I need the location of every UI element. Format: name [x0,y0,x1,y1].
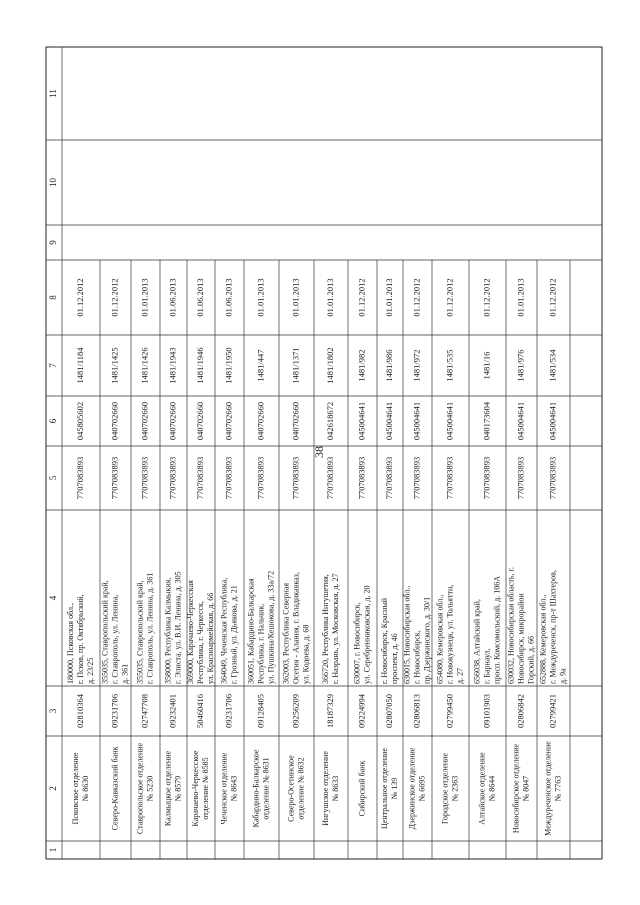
branch-name [71,752,90,824]
okpo-code [139,694,149,728]
inn-line: 7707083893 [324,456,335,500]
registration-number-line: 1481/1426 [139,347,150,384]
column-number: 1 [48,847,59,853]
effective-date [290,278,300,316]
effective-date [515,278,525,316]
registration-number-line: 1481/982 [356,349,367,382]
branch-name [357,761,366,817]
inn [109,457,119,500]
okpo-code-line: 02806842 [515,694,526,728]
inn [444,457,454,500]
registration-number-line: 1481/1802 [324,347,335,384]
bik-line: 040702660 [139,401,150,441]
effective-date [356,278,366,316]
branch-name-line: отделение № 8632 [296,757,306,820]
bik-line: 042618672 [324,401,335,441]
address [321,574,340,684]
table-row [321,278,340,826]
address-line: ул. Кодоева, д. 68 [301,624,311,684]
effective-date [75,278,85,316]
effective-date-line: 01.01.2013 [139,278,150,317]
address [66,594,95,684]
address [472,576,501,684]
bik [290,402,300,440]
registration-number-line: 1481/1371 [290,347,301,384]
inn [223,457,233,500]
registration-number [356,349,366,381]
branch-name-line: Кабардино-Балкарское [251,749,261,828]
inn-line: 7707083893 [255,456,266,500]
branch-name [163,750,182,826]
okpo-code [195,694,205,728]
address-line: 366720, Республика Ингушетия, [320,574,330,684]
branch-name-line: № 8630 [80,775,90,802]
okpo-code-line: 02747708 [139,694,150,728]
inn [167,457,177,500]
branch-name-line: Чеченское отделение [219,752,229,825]
effective-date [384,278,394,316]
registration-number-line: 1481/1425 [109,347,120,384]
effective-date-line: 01.01.2013 [255,278,266,317]
registration-number-line: 1481/972 [411,349,422,382]
bik-line: 040702660 [167,401,178,441]
inn [139,457,149,500]
bik-line: 045004641 [515,401,526,441]
address-line: г. Грозный, ул. Дьякова, д. 21 [229,585,239,684]
okpo-code-line: 09232401 [167,694,178,728]
address [506,567,535,684]
table-row [163,278,182,826]
table-row [472,278,501,824]
bik [167,402,177,440]
registration-number [167,347,177,383]
address [281,572,310,684]
branch-name-line: Калмыцкое отделение [163,750,173,827]
bik-line: 040173604 [481,401,492,441]
column-number-row [48,89,58,852]
branch-name-line: № 8579 [173,775,183,802]
inn-line: 7707083893 [356,456,367,500]
bik-line: 045004641 [383,401,394,441]
branch-name-line: Алтайское отделение [477,752,487,825]
table-row [435,278,464,824]
address-line: Республика, г. Черкесск, [195,601,205,684]
effective-date [444,278,454,316]
effective-date [167,278,177,316]
address-line: Осетия - Алания, г. Владикавказ, [291,572,301,684]
address-line: 630032, Новосибирская область, г. [506,567,516,684]
bik [444,402,454,440]
registration-number [411,349,421,381]
okpo-code-line: 09101903 [481,694,492,728]
effective-date-line: 01.06.2013 [223,278,234,317]
branch-name-line: № 8047 [521,775,531,802]
branch-name [477,752,496,825]
okpo-code-line: 02807050 [383,694,394,728]
registration-number-line: 1481/986 [383,349,394,382]
registration-number [384,349,394,381]
branch-name-line: Ставропольское отделение [135,742,145,835]
branch-name-line: Сибирский банк [357,760,367,817]
effective-date-line: 01.12.2012 [109,278,120,317]
address [380,597,399,684]
branch-name [110,747,119,831]
bik-line: 045004641 [547,401,558,441]
bik [223,402,233,440]
branch-name-line: Карачаево-Черкесское [190,750,200,827]
registration-number [444,349,454,381]
branch-name-line: № 8644 [487,775,497,802]
inn-line: 7707083893 [383,456,394,500]
okpo-code-line: 02806813 [411,694,422,728]
address-line: Новосибирск, микрорайон [516,593,526,684]
bik [139,402,149,440]
okpo-code-line: 50460416 [194,694,205,728]
inn-line: 7707083893 [74,456,85,500]
bik-line: 045004641 [411,401,422,441]
address-line: г. Междуреченск, пр-т Шахтеров, [548,570,558,684]
effective-date [109,278,119,316]
branch-name-line: Ингушское отделение [320,751,330,826]
inn-line: 7707083893 [411,456,422,500]
registration-number-line: 1481/16 [481,351,492,380]
okpo-code [223,694,233,728]
effective-date-line: 01.12.2012 [74,278,85,317]
table-row [402,278,431,829]
branch-name [286,755,305,822]
address [538,570,567,684]
address-line: 652888, Кемеровская обл., [538,594,548,684]
inn-line: 7707083893 [109,456,120,500]
address-line: 630015, Новосибирская обл., [402,585,412,684]
inn-line: 7707083893 [444,456,455,500]
okpo-code [290,694,300,728]
column-number: 9 [48,240,59,245]
table-row [538,278,567,835]
branch-name-line: № 2363 [450,775,460,802]
inn-line: 7707083893 [223,456,234,500]
effective-date [195,278,205,316]
bik [195,402,205,440]
bik-line: 045004641 [444,401,455,441]
registration-number [481,352,491,380]
bik [75,402,85,440]
table-row [219,278,238,824]
effective-date [481,278,491,316]
bik-line: 040702660 [194,401,205,441]
branch-name-line: Центральное отделение [379,748,389,829]
effective-date [255,278,265,316]
effective-date-line: 01.01.2013 [290,278,301,317]
address [186,580,215,684]
address-line: г. Псков, пр. Октябрьский, [75,594,85,684]
inn-line: 7707083893 [167,456,178,500]
registration-number-line: 1481/976 [515,349,526,382]
branch-name-line: № 7763 [553,775,563,802]
column-number: 2 [48,786,59,791]
okpo-code-line: 09128405 [255,694,266,728]
registration-number [195,347,205,383]
branch-name [407,747,426,829]
address-line: 364049, Чеченская Республика, [219,577,229,684]
registration-number-line: 1481/1946 [194,347,205,384]
branch-name [440,753,459,824]
registration-number-line: 1481/534 [547,349,558,382]
bik-line: 040702660 [290,401,301,441]
inn [290,457,300,500]
inn [547,457,557,500]
effective-date [411,278,421,316]
address-line: г. Новосибирск, [412,630,422,684]
branch-name [251,749,270,827]
address-line: 355035, Ставропольский край, [135,580,145,684]
page-number: 38 [311,446,326,458]
table-row [246,278,275,827]
table-row [281,278,310,821]
bik-line: 045004641 [356,401,367,441]
address-line: 630007, г. Новосибирск, [352,602,362,684]
okpo-code [325,694,335,728]
registration-number [223,347,233,383]
branch-name-line: отделение № 8585 [200,757,210,820]
branch-name-line: Междуреченское отделение [543,741,553,836]
branch-name-line: Псковское отделение [70,752,80,825]
branch-name-line: Дзержинское отделение [407,747,417,830]
address [402,586,431,684]
address-line: 360051, Кабардино-Балкарская [246,578,256,684]
okpo-code-line: 02799421 [547,694,558,728]
address-line: 355035, Ставропольский край, [100,580,110,684]
okpo-code-line: 09231706 [223,694,234,728]
address [435,585,464,684]
okpo-code-line: 09256209 [290,694,301,728]
address-line: проспект, д. 46 [389,633,399,684]
address [246,571,275,684]
okpo-code [481,694,491,728]
bik [255,402,265,440]
column-number: 4 [48,595,59,601]
table-row [186,278,215,826]
address-line: пр. Дзержинского, д. 30/1 [422,596,432,684]
column-number: 8 [48,295,59,300]
inn-line: 7707083893 [194,456,205,500]
column-number: 7 [48,363,59,368]
bik-line: 040702660 [109,401,120,441]
okpo-code [547,694,557,728]
registration-number [255,349,265,381]
inn-line: 7707083893 [481,456,492,500]
address [100,580,129,684]
okpo-code [515,694,525,728]
inn [515,457,525,500]
effective-date-line: 01.01.2013 [515,278,526,317]
address-line: д. 361 [120,663,130,684]
bik [481,401,491,440]
registration-number [109,347,119,383]
effective-date [223,278,233,316]
registration-number [139,347,149,383]
address-line: ул. Серебренниковская, д. 20 [362,585,372,684]
address-line: г. Элиста, ул. В.И. Ленина, д. 305 [173,571,183,684]
bik-line: 045805602 [74,401,85,441]
table-row [135,278,154,834]
bik [384,402,394,440]
address-line: просп. Комсомольский, д. 106А [492,575,502,684]
okpo-code [255,694,265,728]
registration-number-line: 1481/535 [444,349,455,382]
effective-date [547,278,557,316]
branch-name-line: Новосибирское отделение [511,743,521,834]
registration-number [515,349,525,381]
effective-date-line: 01.12.2012 [481,278,492,317]
address-line: г. Новокузнецк, ул. Тольятти, [445,584,455,684]
bik [547,402,557,440]
address-line: Горский, д. 66 [526,636,536,684]
address-line: 369000, Карачаево-Черкесская [185,580,195,684]
inn [195,457,205,500]
inn [356,457,366,500]
column-number: 5 [48,475,59,481]
registration-number [75,347,85,384]
branch-name [380,748,399,829]
address-line: 654080, Кемеровская обл., [435,594,445,684]
address-line: 362003, Республика Северная [281,582,291,684]
inn-line: 7707083893 [290,456,301,500]
bik [109,402,119,440]
table-row [100,278,129,830]
okpo-code [109,694,119,728]
okpo-code [356,693,366,728]
branch-name-line: Северо-Кавказский банк [110,746,120,831]
address-line: д. 23/25 [85,657,95,684]
address-line: г. Новосибирск, Красный [379,597,389,684]
column-number: 11 [48,89,59,98]
inn [325,457,335,500]
address [352,586,371,684]
okpo-code [167,694,177,728]
branch-name-line: № 6695 [417,775,427,802]
inn-line: 7707083893 [547,456,558,500]
bik [411,402,421,440]
okpo-code-line: 09224994 [356,694,367,728]
effective-date-line: 01.12.2012 [411,278,422,317]
okpo-code-line: 02799450 [444,694,455,728]
effective-date-line: 01.12.2012 [356,278,367,317]
branch-name [543,741,562,836]
branch-name-line: № 8643 [229,775,239,802]
registration-number-line: 1481/1184 [74,347,85,384]
branch-name-line: отделение № 8631 [261,757,271,820]
bik-line: 040702660 [223,401,234,441]
effective-date [325,278,335,316]
okpo-code-line: 18187329 [324,694,335,728]
okpo-code [411,694,421,728]
branch-name-line: № 5230 [145,775,155,802]
registration-number-line: 1481/1950 [223,347,234,384]
address-line: Республика, г. Нальчик, [256,603,266,684]
address-line: д. 9а [558,668,568,684]
address-line: 180000, Псковская обл., [65,603,75,684]
table-row [506,278,535,833]
column-number: 6 [48,418,59,424]
branch-name [135,742,154,834]
address-line: г. Назрань, ул. Московская, д. 27 [330,573,340,684]
table-row [380,278,399,829]
inn [481,457,491,500]
effective-date-line: 01.01.2013 [324,278,335,317]
registration-number-line: 1481/447 [255,349,266,382]
address-line: ул. Пушкина/Кешокова, д. 33а/72 [266,570,276,684]
branch-name [321,751,340,826]
bik-line: 040702660 [255,401,266,441]
okpo-code [384,694,394,728]
effective-date [139,278,149,316]
address-line: г. Ставрополь, ул. Ленина, д. 361 [145,572,155,684]
registration-number [325,347,335,383]
okpo-code [444,694,454,728]
branch-name [219,752,238,824]
registration-number [290,347,300,383]
branch-name-line: № 8633 [330,775,340,802]
address-line: д. 27 [455,667,465,684]
bik [356,402,366,440]
branch-name-line: Городское отделение [440,752,450,825]
inn [384,457,394,500]
effective-date-line: 01.12.2012 [547,278,558,317]
address [219,578,238,684]
branch-name [191,750,210,826]
address [163,571,182,684]
address [135,573,154,684]
inn [255,457,265,500]
address-line: ул. Красноармейская, д. 66 [205,592,215,684]
effective-date-line: 01.01.2013 [383,278,394,317]
branch-name-line: Северо-Осетинское [286,755,296,822]
address-line: 656038, Алтайский край, [472,599,482,684]
address-line: г. Барнаул, [482,648,492,684]
bik [515,402,525,440]
bik [325,402,335,440]
inn [75,457,85,500]
column-number: 10 [48,178,59,187]
column-number: 3 [48,708,59,714]
okpo-code-line: 09231706 [109,694,120,728]
table-body [66,278,568,835]
effective-date-line: 01.06.2013 [167,278,178,317]
branch-name [511,743,530,833]
inn-line: 7707083893 [515,456,526,500]
address-line: г. Ставрополь, ул. Ленина, [110,594,120,684]
effective-date-line: 01.12.2012 [444,278,455,317]
effective-date-line: 01.06.2013 [194,278,205,317]
address-line: 358000, Республика Калмыкия, [163,577,173,684]
registration-number [547,349,557,382]
inn [411,457,421,500]
inn-line: 7707083893 [139,456,150,500]
okpo-code-line: 02810364 [74,694,85,728]
branch-name-line: № 139 [389,777,399,800]
okpo-code [75,693,85,728]
registration-number-line: 1481/1943 [167,347,178,384]
table-row [66,278,95,824]
